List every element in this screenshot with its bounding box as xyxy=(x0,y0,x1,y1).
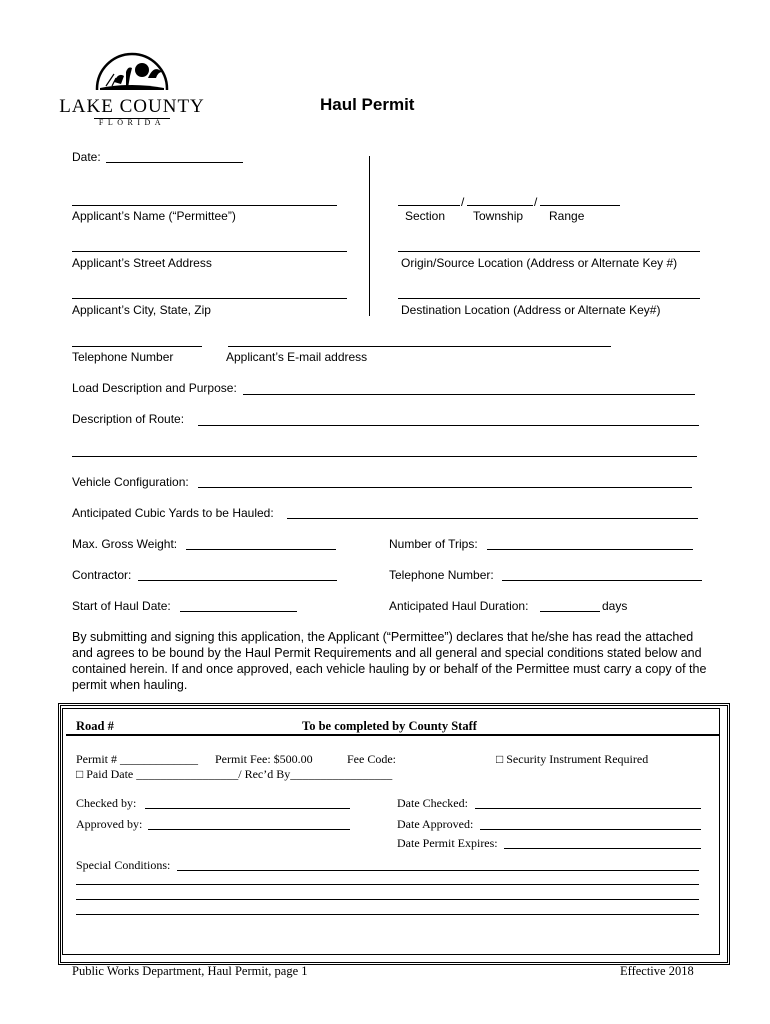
page-title: Haul Permit xyxy=(320,95,415,114)
logo-state-name: FLORIDA xyxy=(98,118,166,127)
fee-code-label: Fee Code: xyxy=(347,752,396,766)
origin-location-label: Origin/Source Location (Address or Alternate Key #) xyxy=(401,256,678,270)
max-gross-weight-label: Max. Gross Weight: xyxy=(72,537,178,551)
days-label: days xyxy=(602,599,628,613)
section-label: Section xyxy=(405,209,446,223)
contractor-label: Contractor: xyxy=(72,568,132,582)
vehicle-configuration-field[interactable] xyxy=(198,487,692,488)
special-conditions-line-4[interactable] xyxy=(76,914,699,915)
cubic-yards-label: Anticipated Cubic Yards to be Hauled: xyxy=(72,506,274,520)
footer-department: Public Works Department, Haul Permit, page 1 xyxy=(72,964,308,978)
max-gross-weight-field[interactable] xyxy=(186,549,336,550)
cubic-yards-field[interactable] xyxy=(287,518,698,519)
load-description-field[interactable] xyxy=(243,394,695,395)
date-field[interactable] xyxy=(106,162,243,163)
vertical-divider xyxy=(369,156,370,316)
township-field[interactable] xyxy=(467,205,533,206)
street-address-field[interactable] xyxy=(72,251,347,252)
footer-effective: Effective 2018 xyxy=(620,964,694,978)
start-date-label: Start of Haul Date: xyxy=(72,599,171,613)
staff-heading: To be completed by County Staff xyxy=(302,719,477,733)
county-staff-box-inner xyxy=(62,708,720,955)
date-checked-label: Date Checked: xyxy=(397,796,468,810)
checked-by-field[interactable] xyxy=(145,808,350,809)
county-seal-icon xyxy=(56,52,208,98)
telephone-label: Telephone Number xyxy=(72,350,174,364)
special-conditions-label: Special Conditions: xyxy=(76,858,171,872)
township-label: Township xyxy=(473,209,524,223)
date-permit-expires-field[interactable] xyxy=(504,848,701,849)
telephone-field[interactable] xyxy=(72,346,202,347)
date-checked-field[interactable] xyxy=(475,808,701,809)
haul-duration-label: Anticipated Haul Duration: xyxy=(389,599,529,613)
start-date-field[interactable] xyxy=(180,611,297,612)
security-instrument-checkbox[interactable]: □ Security Instrument Required xyxy=(496,752,649,766)
route-field[interactable] xyxy=(198,425,699,426)
contractor-telephone-field[interactable] xyxy=(502,580,702,581)
route-label: Description of Route: xyxy=(72,412,185,426)
number-of-trips-field[interactable] xyxy=(487,549,693,550)
load-description-label: Load Description and Purpose: xyxy=(72,381,237,395)
route-field-line-2[interactable] xyxy=(72,456,697,457)
section-field[interactable] xyxy=(398,205,460,206)
slash-separator: / xyxy=(461,195,465,209)
contractor-telephone-label: Telephone Number: xyxy=(389,568,494,582)
road-number-label: Road # xyxy=(76,719,114,733)
date-approved-label: Date Approved: xyxy=(397,817,474,831)
number-of-trips-label: Number of Trips: xyxy=(389,537,478,551)
approved-by-label: Approved by: xyxy=(76,817,143,831)
haul-duration-field[interactable] xyxy=(540,611,600,612)
date-label: Date: xyxy=(72,150,101,164)
destination-location-label: Destination Location (Address or Alternate Key#) xyxy=(401,303,661,317)
applicant-name-field[interactable] xyxy=(72,205,337,206)
county-logo xyxy=(56,52,208,132)
special-conditions-line-2[interactable] xyxy=(76,884,699,885)
permit-fee-label: Permit Fee: $500.00 xyxy=(215,752,313,766)
paid-date-field[interactable]: □ Paid Date _________________/ Rec’d By_________________ xyxy=(76,767,393,781)
declaration-statement: By submitting and signing this application, the Applicant (“Permittee”) declares that he/she has read the attached and agrees to be bound by the Haul Permit Requirements and all general and special conditions stated below and contained herein. If and once approved, each vehicle hauling by or behalf of the Permittee must carry a copy of the permit when hauling. xyxy=(72,630,707,692)
date-permit-expires-label: Date Permit Expires: xyxy=(397,836,498,850)
origin-location-field[interactable] xyxy=(398,251,700,252)
range-field[interactable] xyxy=(540,205,620,206)
street-address-label: Applicant’s Street Address xyxy=(72,256,212,270)
permit-number-field[interactable]: Permit # _____________ xyxy=(76,752,198,766)
special-conditions-field[interactable] xyxy=(177,870,699,871)
date-approved-field[interactable] xyxy=(480,829,701,830)
email-field[interactable] xyxy=(228,346,611,347)
checked-by-label: Checked by: xyxy=(76,796,137,810)
email-label: Applicant’s E-mail address xyxy=(226,350,368,364)
range-label: Range xyxy=(549,209,585,223)
destination-location-field[interactable] xyxy=(398,298,700,299)
slash-separator: / xyxy=(534,195,538,209)
vehicle-configuration-label: Vehicle Configuration: xyxy=(72,475,189,489)
city-state-zip-field[interactable] xyxy=(72,298,347,299)
city-state-zip-label: Applicant’s City, State, Zip xyxy=(72,303,211,317)
applicant-name-label: Applicant’s Name (“Permittee”) xyxy=(72,209,236,223)
staff-heading-rule xyxy=(66,734,720,736)
logo-county-name: LAKE COUNTY xyxy=(59,96,205,117)
contractor-field[interactable] xyxy=(138,580,337,581)
approved-by-field[interactable] xyxy=(148,829,350,830)
special-conditions-line-3[interactable] xyxy=(76,899,699,900)
